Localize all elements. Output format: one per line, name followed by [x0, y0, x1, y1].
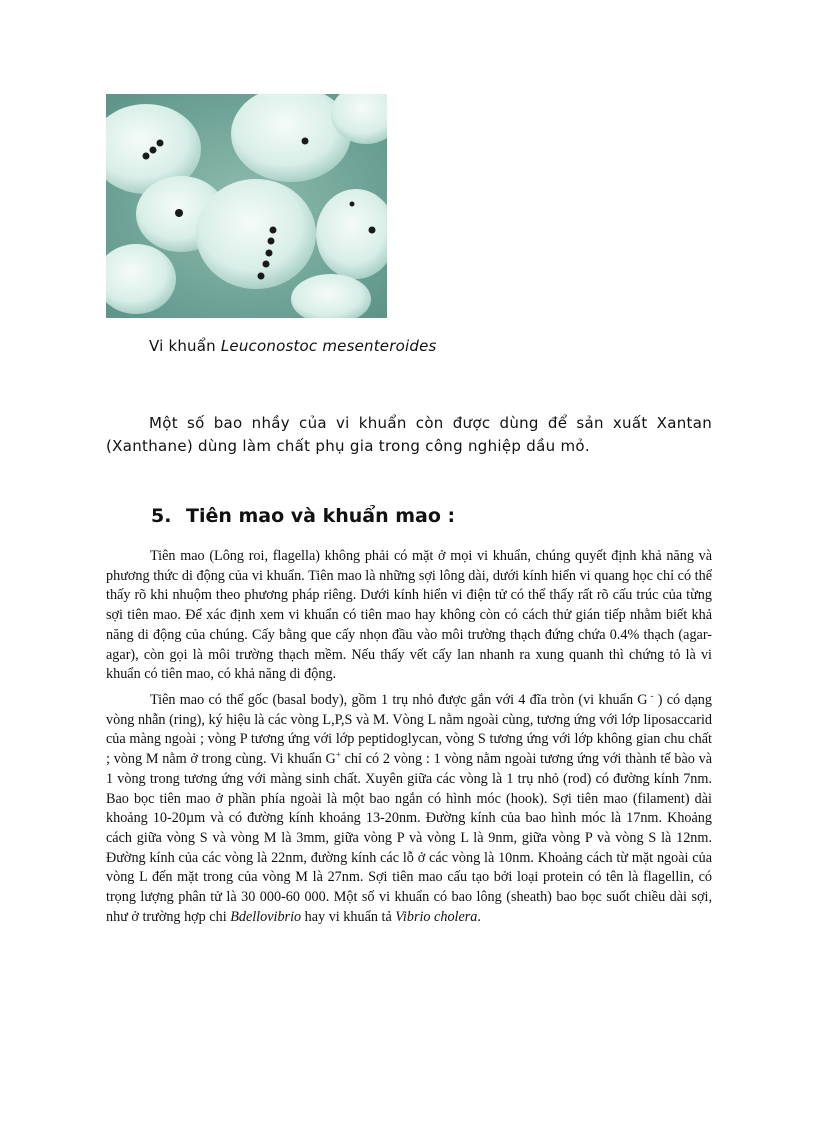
section-title: Tiên mao và khuẩn mao :	[186, 505, 456, 527]
bacteria-micrograph-image	[106, 94, 387, 318]
caption-species: Leuconostoc mesenteroides	[220, 337, 437, 355]
gram-positive-superscript: +	[335, 749, 341, 760]
gram-negative-superscript: -	[647, 690, 654, 701]
paragraph-2-text	[106, 691, 712, 927]
section-number: 5.	[151, 505, 172, 527]
paragraph-flagella-intro	[106, 547, 712, 685]
paragraph-2-part-2: ) có dạng vòng nhẫn (ring), ký hiệu là các vòng L,P,S và M. Vòng L nằm ngoài cùng, tương ứng với lớp liposaccarid của màng ngoài ; vòng P tương ứng với lớp peptidoglycan, vòng S tương ứng với lớp không gian chu chất ; vòng M nằm ở trong cùng. Vi khuẩn G	[106, 692, 712, 768]
paragraph-2-part-4: hay vi khuẩn tả	[301, 908, 396, 925]
paragraph-2-part-1: Tiên mao có thể gốc (basal body), gồm 1 trụ nhỏ được gắn với 4 đĩa tròn (vi khuẩn G	[150, 692, 648, 708]
caption-prefix: Vi khuẩn	[149, 337, 221, 355]
section-heading	[151, 505, 455, 527]
figure-caption	[149, 337, 437, 355]
paragraph-2-end: .	[477, 908, 481, 925]
genus-bdellovibrio: Bdellovibrio	[230, 908, 302, 925]
intro-paragraph	[106, 412, 712, 458]
paragraph-flagella-structure	[106, 691, 712, 927]
paragraph-1-text: Tiên mao (Lông roi, flagella) không phải có mặt ở mọi vi khuẩn, chúng quyết định khả năng và phương thức di động của vi khuẩn. Tiên mao là những sợi lông dài, dưới kính hiển vi quang học chỉ có thể thấy rõ khi nhuộm theo phương pháp riêng. Dưới kính hiển vi điện tử có thể thấy rất rõ cấu trúc của từng sợi tiên mao. Để xác định xem vi khuẩn có tiên mao hay không còn có cách thử gián tiếp nhằm biết khả năng di động của chúng. Cấy bằng que cấy nhọn đầu vào môi trường thạch đứng chứa 0.4% thạch (agar-agar), còn gọi là môi trường thạch mềm. Nếu thấy vết cấy lan nhanh ra xung quanh thì chứng tỏ là vi khuẩn có tiên mao, có khả năng di động.	[106, 548, 712, 683]
paragraph-2-part-3: chỉ có 2 vòng : 1 vòng nằm ngoài tương ứng với thành tế bào và 1 vòng trong tương ứng với màng sinh chất. Xuyên giữa các vòng là 1 trụ nhỏ (rod) có đường kính 7nm. Bao bọc tiên mao ở phần phía ngoài là một bao ngắn có hình móc (hook). Sợi tiên mao (filament) dài khoảng 10-20µm và có đường kính khoảng 13-20nm. Đường kính của bao hình móc là 17nm. Khoảng cách giữa vòng S và vòng M là 3mm, giữa vòng P và vòng L là 9nm, giữa vòng P và vòng S là 12nm. Đường kính của các vòng là 22nm, đường kính các lỗ ở các vòng là 10nm. Khoảng cách từ mặt ngoài của vòng L đến mặt trong của vòng M là 27nm. Sợi tiên mao cấu tạo bởi loại protein có tên là flagellin, có trọng lượng phân tử là 30 000-60 000. Một số vi khuẩn có bao lông (sheath) bao bọc suốt chiều dài sợi, như ở trường hợp chi	[106, 751, 712, 925]
species-vibrio-cholera: Vibrio cholera	[395, 908, 478, 925]
intro-text: Một số bao nhầy của vi khuẩn còn được dùng để sản xuất Xantan (Xanthane) dùng làm chất phụ gia trong công nghiệp dầu mỏ.	[106, 414, 712, 455]
